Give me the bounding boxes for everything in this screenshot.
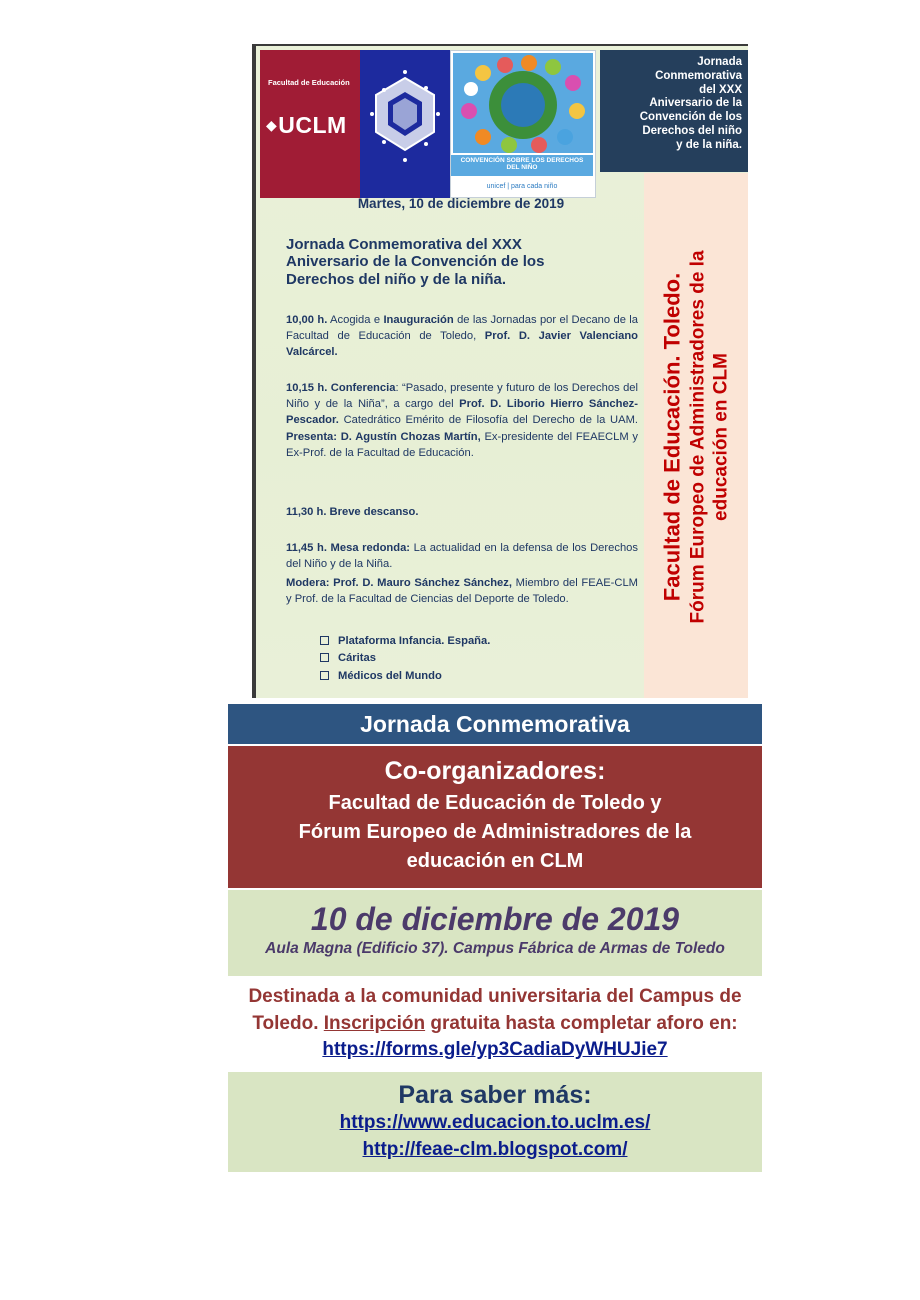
list-item-label: Cáritas — [338, 652, 376, 665]
program-text: de las Jornadas por el Decano de la Facultad de Educación de Toledo, — [286, 314, 638, 343]
program-moderator: Modera: Prof. D. Mauro Sánchez Sánchez, — [286, 577, 512, 589]
uclm-brand — [266, 112, 347, 139]
event-poster — [252, 44, 748, 698]
title-line: del XXX — [699, 83, 742, 96]
program-item-break — [286, 504, 638, 520]
more-info-band — [228, 1072, 762, 1172]
program-strong: Inauguración — [383, 314, 454, 326]
program-item-moderator — [286, 575, 638, 607]
program-text: La actualidad en la defensa de los Derechos del Niño y de la Niña. — [286, 542, 638, 571]
feae-blog-link[interactable]: http://feae-clm.blogspot.com/ — [362, 1138, 628, 1160]
convention-caption: CONVENCIÓN SOBRE LOS DERECHOS DEL NIÑO — [451, 155, 593, 176]
title-line: y de la niña. — [676, 138, 742, 151]
date-venue-band — [228, 890, 762, 976]
title-line: Convención de los — [639, 111, 742, 124]
checkbox-icon — [320, 653, 329, 662]
program-text: Catedrático Emérito de Filosofía del Derecho de la UAM. — [338, 414, 638, 427]
program-text: : “Pasado, presente y futuro de los Derechos del Niño y de la Niña”, a cargo del — [286, 382, 639, 411]
list-item — [320, 668, 490, 685]
star-ring-icon — [364, 70, 446, 170]
children-globe-icon — [453, 53, 593, 153]
unicef-tagline: unicef | para cada niño — [486, 183, 558, 190]
title-line: Conmemorativa — [655, 69, 742, 82]
registration-band — [228, 980, 762, 1068]
list-item-label: Plataforma Infancia. España. — [338, 635, 491, 647]
poster-date: Martes, 10 de diciembre de 2019 — [357, 196, 565, 211]
organizer-line: Fórum Europeo de Administradores de la — [298, 821, 692, 844]
event-date: 10 de diciembre de 2019 — [310, 901, 680, 937]
program-time: 10,00 h. — [286, 314, 328, 326]
checkbox-icon — [320, 671, 329, 680]
program-text: Acogida e — [327, 314, 384, 326]
list-item-label: Médicos del Mundo — [338, 669, 442, 682]
uclm-logo — [260, 50, 360, 198]
side-banner-line2: Fórum Europeo de Administradores de la — [687, 250, 708, 624]
program-item-conference — [286, 380, 638, 461]
faculty-label: Facultad de Educación — [268, 78, 350, 87]
co-organizers-band — [228, 746, 762, 888]
faculty-website-link[interactable]: https://www.educacion.to.uclm.es/ — [339, 1112, 651, 1133]
list-item — [320, 650, 490, 667]
co-organizers-list — [228, 789, 762, 876]
program-time: 11,30 h. Breve descanso. — [286, 506, 419, 518]
feae-logo — [360, 50, 450, 198]
program-presenter: Presenta: D. Agustín Chozas Martín, — [286, 430, 481, 443]
program-text: Miembro del FEAE-CLM y Prof. de la Facultad de Ciencias del Deporte de Toledo. — [286, 577, 639, 606]
side-banner-line1: Facultad de Educación. Toledo. — [659, 272, 685, 602]
registration-text: gratuita hasta completar aforo en: — [425, 1012, 738, 1034]
jornada-band: Jornada Conmemorativa — [228, 704, 762, 744]
poster-heading: Jornada Conmemorativa del XXX Aniversario de la Convención de los Derechos del niño y de la niña. — [286, 236, 545, 288]
side-banner-text — [659, 177, 734, 697]
program-speaker: Prof. D. Javier Valenciano Valcárcel. — [286, 330, 638, 359]
checkbox-icon — [320, 636, 329, 645]
title-line: Aniversario de la — [649, 97, 742, 110]
uclm-brand-text: UCLM — [278, 112, 347, 138]
unicef-logo — [450, 50, 596, 198]
diamond-icon: ◆ — [266, 117, 278, 133]
organizer-line: Facultad de Educación de Toledo y — [328, 792, 662, 815]
poster-title-box — [600, 50, 748, 172]
list-item — [320, 633, 490, 650]
title-line: Derechos del niño — [642, 124, 742, 137]
program-time: 11,45 h. Mesa redonda: — [286, 542, 411, 554]
registration-form-link[interactable]: https://forms.gle/yp3CadiaDyWHUJie7 — [322, 1039, 668, 1061]
side-banner-line3: educación en CLM — [710, 353, 732, 521]
participants-list — [320, 633, 490, 685]
title-line: Jornada — [697, 56, 742, 68]
program-speaker: Prof. D. Liborio Hierro Sánchez-Pescador. — [286, 398, 638, 427]
event-venue: Aula Magna (Edificio 37). Campus Fábrica de Armas de Toledo — [265, 940, 725, 958]
organizer-line: educación en CLM — [406, 850, 584, 873]
registration-link-word[interactable]: Inscripción — [323, 1012, 426, 1034]
program-item-inauguration — [286, 312, 638, 361]
more-info-heading: Para saber más: — [398, 1081, 592, 1109]
program-text: Ex-presidente del FEAECLM y Ex-Prof. de la Facultad de Educación. — [286, 430, 638, 459]
organizers-side-banner — [644, 173, 748, 698]
program-item-roundtable — [286, 540, 638, 572]
program-time: 10,15 h. Conferencia — [286, 382, 396, 394]
co-organizers-heading: Co-organizadores: — [384, 757, 606, 785]
registration-text: Destinada a la comunidad universitaria del Campus de Toledo. — [248, 986, 742, 1034]
